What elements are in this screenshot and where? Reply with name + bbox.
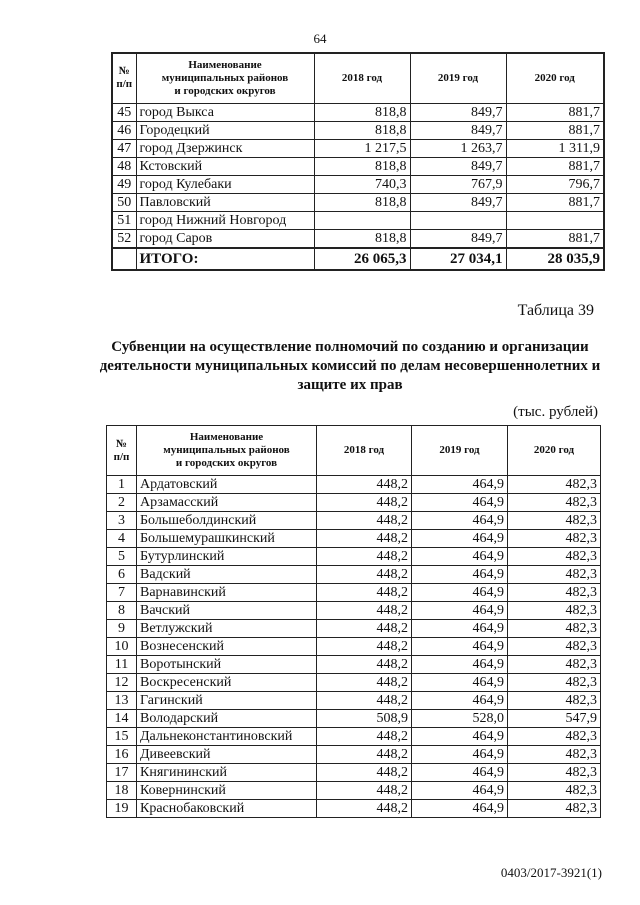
value-2020: 482,3	[508, 692, 601, 710]
value-2020: 881,7	[506, 229, 604, 248]
row-name: Ветлужский	[137, 620, 317, 638]
value-2020: 796,7	[506, 175, 604, 193]
value-2018: 448,2	[317, 584, 412, 602]
row-number: 7	[107, 584, 137, 602]
row-name: город Саров	[136, 229, 314, 248]
row-name: город Нижний Новгород	[136, 211, 314, 229]
table-row	[112, 121, 604, 139]
row-number: 14	[107, 710, 137, 728]
row-name: город Кулебаки	[136, 175, 314, 193]
header-2018: 2018 год	[314, 53, 410, 103]
table-row	[107, 782, 601, 800]
table-title: Субвенции на осуществление полномочий по созданию и организации деятельности муниципальных комиссий по делам несовершеннолетних и защите их прав	[99, 339, 601, 393]
value-2018: 508,9	[317, 710, 412, 728]
total-row	[112, 248, 604, 270]
value-2020	[506, 211, 604, 229]
value-2020: 881,7	[506, 193, 604, 211]
value-2019: 464,9	[412, 512, 508, 530]
row-number: 45	[112, 103, 136, 121]
total-2018: 26 065,3	[314, 248, 410, 270]
total-empty-cell	[112, 248, 136, 270]
row-number: 50	[112, 193, 136, 211]
row-name: город Выкса	[136, 103, 314, 121]
header-number: № п/п	[107, 426, 137, 476]
header-2020: 2020 год	[506, 53, 604, 103]
table-row	[107, 512, 601, 530]
total-2020: 28 035,9	[506, 248, 604, 270]
row-number: 19	[107, 800, 137, 818]
table-row	[107, 638, 601, 656]
value-2020: 482,3	[508, 782, 601, 800]
row-name: Вадский	[137, 566, 317, 584]
header-name: Наименование муниципальных районов и городских округов	[136, 53, 314, 103]
value-2019: 464,9	[412, 782, 508, 800]
row-number: 2	[107, 494, 137, 512]
table-row	[107, 692, 601, 710]
row-number: 46	[112, 121, 136, 139]
value-2018: 448,2	[317, 692, 412, 710]
value-2018: 818,8	[314, 229, 410, 248]
value-2019: 849,7	[410, 103, 506, 121]
row-name: Воскресенский	[137, 674, 317, 692]
table-row	[112, 157, 604, 175]
value-2020: 881,7	[506, 103, 604, 121]
table-row	[107, 476, 601, 494]
row-number: 48	[112, 157, 136, 175]
value-2018: 740,3	[314, 175, 410, 193]
row-number: 9	[107, 620, 137, 638]
value-2020: 881,7	[506, 121, 604, 139]
value-2020: 482,3	[508, 746, 601, 764]
value-2020: 482,3	[508, 584, 601, 602]
table-row	[107, 566, 601, 584]
row-name: Большемурашкинский	[137, 530, 317, 548]
row-number: 13	[107, 692, 137, 710]
table-row	[112, 193, 604, 211]
table-row	[107, 548, 601, 566]
value-2020: 547,9	[508, 710, 601, 728]
row-number: 51	[112, 211, 136, 229]
table-row	[107, 620, 601, 638]
value-2020: 482,3	[508, 764, 601, 782]
row-number: 8	[107, 602, 137, 620]
table-row	[107, 602, 601, 620]
table-row	[112, 103, 604, 121]
value-2018: 448,2	[317, 782, 412, 800]
table-header-row	[107, 426, 601, 476]
value-2018: 448,2	[317, 764, 412, 782]
value-2018: 448,2	[317, 494, 412, 512]
value-2019: 464,9	[412, 584, 508, 602]
row-name: Бутурлинский	[137, 548, 317, 566]
header-number: № п/п	[112, 53, 136, 103]
value-2018: 448,2	[317, 746, 412, 764]
value-2018: 448,2	[317, 674, 412, 692]
value-2019: 464,9	[412, 602, 508, 620]
value-2018: 818,8	[314, 157, 410, 175]
value-2020: 482,3	[508, 638, 601, 656]
value-2019: 767,9	[410, 175, 506, 193]
value-2018: 448,2	[317, 728, 412, 746]
value-2020: 482,3	[508, 494, 601, 512]
value-2019: 464,9	[412, 728, 508, 746]
value-2019: 464,9	[412, 746, 508, 764]
value-2019: 464,9	[412, 476, 508, 494]
value-2018: 1 217,5	[314, 139, 410, 157]
row-name: Княгининский	[137, 764, 317, 782]
value-2018: 448,2	[317, 656, 412, 674]
table-row	[112, 211, 604, 229]
value-2020: 482,3	[508, 476, 601, 494]
value-2019: 464,9	[412, 548, 508, 566]
table-row	[112, 229, 604, 248]
value-2020: 482,3	[508, 566, 601, 584]
row-name: Павловский	[136, 193, 314, 211]
value-2018: 448,2	[317, 548, 412, 566]
table-row	[107, 746, 601, 764]
value-2018: 818,8	[314, 103, 410, 121]
header-2019: 2019 год	[410, 53, 506, 103]
row-number: 47	[112, 139, 136, 157]
total-label: ИТОГО:	[136, 248, 314, 270]
row-number: 1	[107, 476, 137, 494]
total-2019: 27 034,1	[410, 248, 506, 270]
table-row	[107, 674, 601, 692]
value-2020: 482,3	[508, 656, 601, 674]
value-2018: 448,2	[317, 476, 412, 494]
value-2019: 464,9	[412, 530, 508, 548]
row-number: 3	[107, 512, 137, 530]
subventions-table	[106, 425, 601, 818]
value-2018: 448,2	[317, 530, 412, 548]
row-number: 52	[112, 229, 136, 248]
value-2019: 849,7	[410, 157, 506, 175]
value-2020: 482,3	[508, 674, 601, 692]
value-2020: 1 311,9	[506, 139, 604, 157]
value-2020: 482,3	[508, 602, 601, 620]
value-2019: 528,0	[412, 710, 508, 728]
value-2018: 448,2	[317, 620, 412, 638]
row-number: 17	[107, 764, 137, 782]
value-2018: 448,2	[317, 602, 412, 620]
row-number: 15	[107, 728, 137, 746]
row-number: 49	[112, 175, 136, 193]
value-2020: 881,7	[506, 157, 604, 175]
row-name: Володарский	[137, 710, 317, 728]
row-name: Вачский	[137, 602, 317, 620]
value-2019: 464,9	[412, 656, 508, 674]
row-number: 5	[107, 548, 137, 566]
table-row	[107, 494, 601, 512]
table-header-row	[112, 53, 604, 103]
row-number: 16	[107, 746, 137, 764]
row-name: Воротынский	[137, 656, 317, 674]
document-code: 0403/2017-3921(1)	[500, 865, 602, 880]
row-name: Арзамасский	[137, 494, 317, 512]
value-2019: 464,9	[412, 800, 508, 818]
value-2019	[410, 211, 506, 229]
row-name: Ардатовский	[137, 476, 317, 494]
header-2018: 2018 год	[317, 426, 412, 476]
units-note: (тыс. рублей)	[513, 404, 598, 420]
value-2019: 464,9	[412, 638, 508, 656]
row-name: Дальнеконстантиновский	[137, 728, 317, 746]
row-number: 10	[107, 638, 137, 656]
table-row	[107, 764, 601, 782]
value-2018: 818,8	[314, 121, 410, 139]
table-row	[107, 800, 601, 818]
row-name: Варнавинский	[137, 584, 317, 602]
value-2020: 482,3	[508, 800, 601, 818]
value-2020: 482,3	[508, 728, 601, 746]
value-2019: 849,7	[410, 121, 506, 139]
value-2019: 464,9	[412, 692, 508, 710]
table-row	[112, 175, 604, 193]
value-2019: 464,9	[412, 494, 508, 512]
value-2019: 464,9	[412, 620, 508, 638]
value-2018: 448,2	[317, 566, 412, 584]
value-2019: 464,9	[412, 566, 508, 584]
row-number: 12	[107, 674, 137, 692]
row-number: 6	[107, 566, 137, 584]
row-number: 18	[107, 782, 137, 800]
table-row	[112, 139, 604, 157]
value-2019: 464,9	[412, 764, 508, 782]
value-2019: 464,9	[412, 674, 508, 692]
value-2020: 482,3	[508, 512, 601, 530]
table-row	[107, 584, 601, 602]
header-2019: 2019 год	[412, 426, 508, 476]
table-label: Таблица 39	[517, 302, 594, 319]
row-name: город Дзержинск	[136, 139, 314, 157]
table-row	[107, 728, 601, 746]
value-2019: 849,7	[410, 229, 506, 248]
row-name: Большеболдинский	[137, 512, 317, 530]
row-number: 11	[107, 656, 137, 674]
value-2018: 448,2	[317, 638, 412, 656]
row-name: Краснобаковский	[137, 800, 317, 818]
value-2018: 818,8	[314, 193, 410, 211]
row-name: Кстовский	[136, 157, 314, 175]
row-name: Вознесенский	[137, 638, 317, 656]
value-2019: 1 263,7	[410, 139, 506, 157]
value-2018	[314, 211, 410, 229]
value-2020: 482,3	[508, 548, 601, 566]
value-2020: 482,3	[508, 620, 601, 638]
row-name: Дивеевский	[137, 746, 317, 764]
row-number: 4	[107, 530, 137, 548]
value-2018: 448,2	[317, 800, 412, 818]
value-2019: 849,7	[410, 193, 506, 211]
table-row	[107, 710, 601, 728]
value-2018: 448,2	[317, 512, 412, 530]
row-name: Гагинский	[137, 692, 317, 710]
value-2020: 482,3	[508, 530, 601, 548]
row-name: Ковернинский	[137, 782, 317, 800]
page-number: 64	[313, 31, 327, 46]
row-name: Городецкий	[136, 121, 314, 139]
header-name: Наименование муниципальных районов и городских округов	[137, 426, 317, 476]
table-row	[107, 530, 601, 548]
table-row	[107, 656, 601, 674]
header-2020: 2020 год	[508, 426, 601, 476]
appropriations-table-continued	[111, 52, 605, 271]
